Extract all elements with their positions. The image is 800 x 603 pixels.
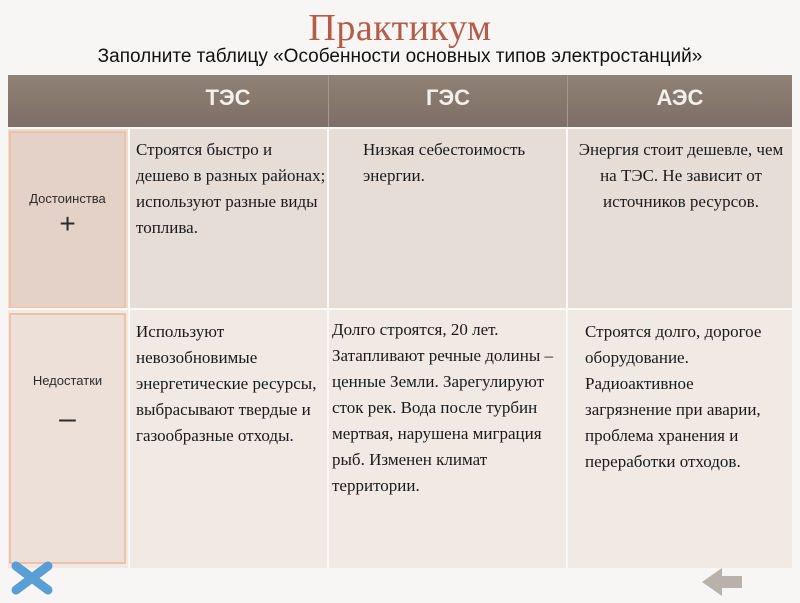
close-x-icon[interactable] <box>6 560 58 596</box>
cell-ges-advantages: Низкая себестоимость энергии. <box>363 140 526 185</box>
row-label-advantages <box>9 131 126 309</box>
plus-sign: + <box>59 208 76 239</box>
cell-ges-disadvantages: Долго строятся, 20 лет. Затапливают речные долины – ценные Земли. Зарегулируют сток рек. Вода после турбин мертвая, нарушена миграция рыб. Изменен климат территории. <box>332 320 554 495</box>
slide-title: Практикум <box>308 7 492 49</box>
table-row-advantages <box>8 127 792 309</box>
column-header-aes: АЭС <box>656 85 704 110</box>
column-header-tes: ТЭС <box>205 85 251 110</box>
table-row-disadvantages <box>8 309 792 568</box>
slide-subtitle: Заполните таблицу «Особенности основных типов электростанций» <box>97 46 703 67</box>
cell-aes-disadvantages: Строятся долго, дорогое оборудование. Радиоактивное загрязнение при аварии, проблема хранения и переработки отходов. <box>585 322 762 471</box>
cell-aes-advantages: Энергия стоит дешевле, чем на ТЭС. Не зависит от источников ресурсов. <box>578 140 784 211</box>
back-arrow-icon[interactable] <box>690 562 750 598</box>
column-header-ges: ГЭС <box>425 85 470 110</box>
cell-tes-advantages: Строятся быстро и дешево в разных районах; используют разные виды топлива. <box>136 140 326 237</box>
table-header-row <box>8 75 792 127</box>
comparison-table <box>8 75 792 568</box>
disadvantages-label: Недостатки <box>32 373 103 388</box>
row-label-disadvantages <box>9 313 126 564</box>
advantages-label: Достоинства <box>29 191 106 206</box>
minus-sign: – <box>59 402 76 435</box>
cell-tes-disadvantages: Используют невозобновимые энергетические ресурсы, выбрасывают твердые и газообразные отходы. <box>136 322 317 445</box>
